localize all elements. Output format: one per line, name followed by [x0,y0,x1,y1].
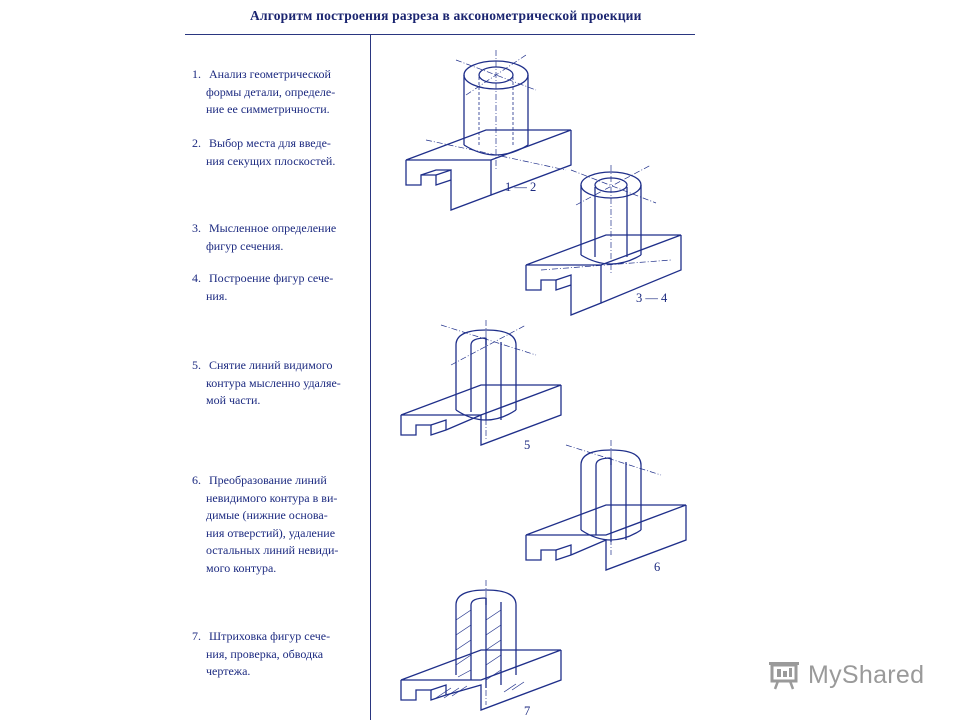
figure-label-1-2: 1 — 2 [505,180,537,194]
figure-label-3-4: 3 — 4 [636,291,668,305]
step-3: 3. Мысленное определение фигур сечения. [192,221,337,253]
presentation-board-icon [768,660,800,690]
figure-7 [401,580,561,710]
step-4: 4. Построение фигур сече- ния. [192,271,334,303]
figure-6 [526,440,686,570]
step-6: 6. Преобразование линий невидимого контура в ви- димые (нижние основа- ния отверстий), удаление остальных линий невиди- мого контура. [192,473,339,575]
page-title: Алгоритм построения разреза в аксонометрической проекции [250,8,642,23]
step-5: 5. Снятие линий видимого контура мысленно удаляе- мой части. [192,358,341,407]
figure-5 [401,320,561,445]
site-logo [768,658,928,692]
logo-text: MyShared [808,660,925,689]
figure-label-7: 7 [524,704,531,718]
step-7: 7. Штриховка фигур сече- ния, проверка, обводка чертежа. [192,629,331,678]
figure-label-6: 6 [654,560,661,574]
figure-label-5: 5 [524,438,531,452]
figure-1-2 [406,50,571,210]
step-1: 1. Анализ геометрической формы детали, определе- ние ее симметричности. [192,67,336,116]
axonometric-drawings [371,35,701,720]
step-2: 2. Выбор места для введе- ния секущих плоскостей. [192,136,336,168]
